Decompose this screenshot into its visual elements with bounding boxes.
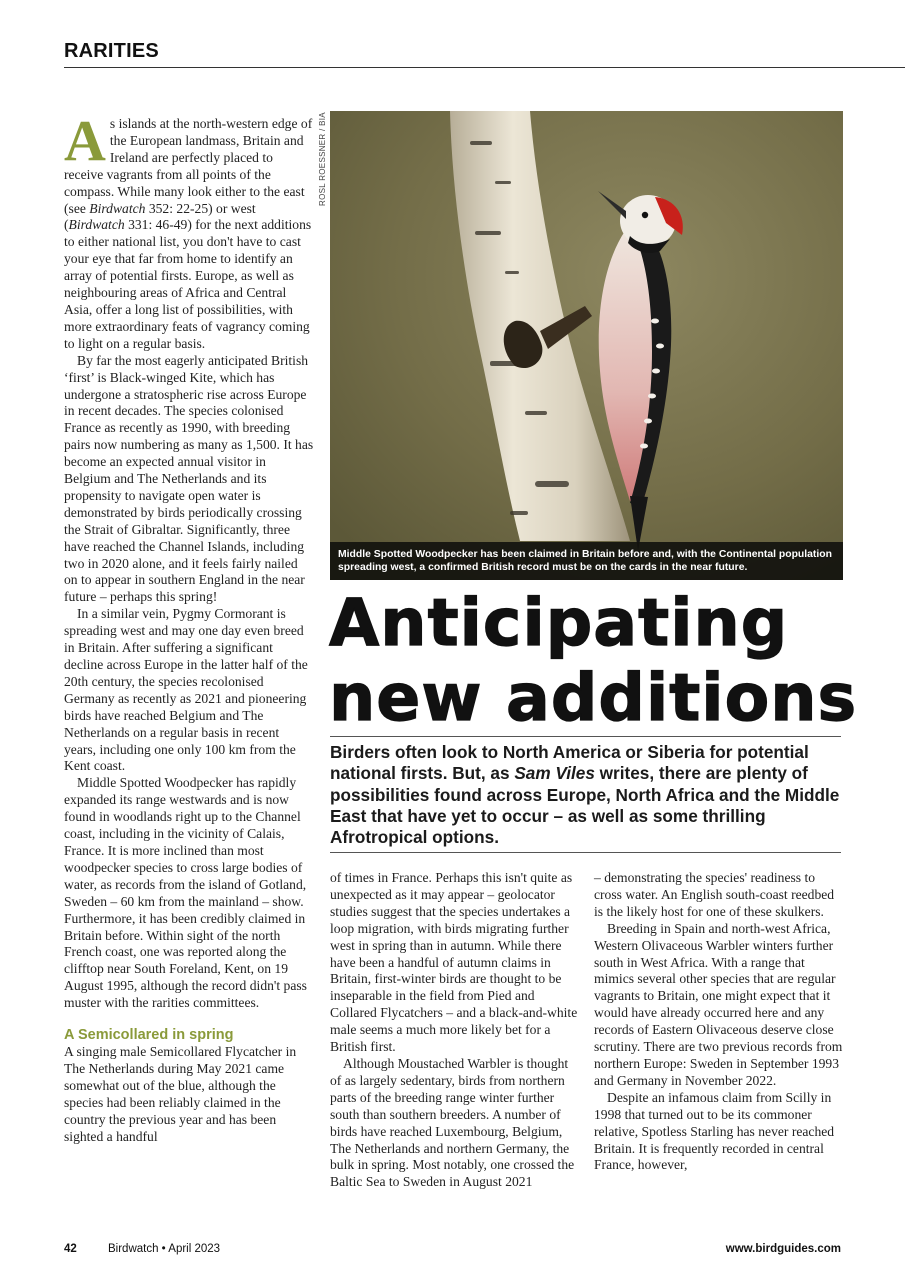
standfirst-bottom-rule: [330, 852, 841, 853]
paragraph: of times in France. Perhaps this isn't quite as unexpected as it may appear – geolocator studies suggest that the species undertakes a loop migration, with birds migrating further west in spring than in autumn. While there have been a handful of autumn claims in Britain, first-winter birds are thought to be inseparable in the field from Pied and Collared Flycatchers – and a black-and-white male seems a much more likely bet for a British first.: [330, 870, 578, 1055]
paragraph: Despite an infamous claim from Scilly in 1998 that turned out to be its commoner relative, Spotless Starling has never reached Britain. It is frequently recorded in central France, however,: [594, 1089, 835, 1173]
body-column-2: [330, 870, 580, 1191]
magazine-issue: Birdwatch • April 2023: [108, 1243, 221, 1255]
headline-line-1: Anticipating: [329, 586, 789, 661]
headline: [329, 586, 889, 736]
photo-credit: ROSL ROESSNER / BIA: [318, 112, 327, 206]
paragraph-intro: As islands at the north-western edge of the European landmass, Britain and Ireland are perfectly placed to receive vagrants from all points of the compass. While many look either to the east (see Birdwatch 352: 22-25) or west (Birdwatch 331: 46-49) for the next additions to either national list, you don't have to cast your eye that far from home to identify an array of potential firsts. Europe, as well as neighbouring areas of Africa and Central Asia, offer a long list of possibilities, with more extraordinary feats of vagrancy coming to light on a regular basis.: [64, 108, 313, 351]
woodpecker-photo: [330, 111, 843, 580]
paragraph: A singing male Semicollared Flycatcher in The Netherlands during May 2021 came somewhat out of the blue, although the species had been reliably claimed in the country the previous year and has been sighted a handful: [64, 1044, 297, 1144]
body-column-1: [64, 108, 314, 1145]
headline-line-2: new additions: [329, 661, 858, 736]
subheading: A Semicollared in spring: [64, 1027, 234, 1044]
page-number: 42: [64, 1243, 77, 1255]
standfirst: Birders often look to North America or Siberia for potential national firsts. But, as Sam Viles writes, there are plenty of possibilities found across Europe, North Africa and the Middle East that have yet to occur – as well as some thrilling Afrotropical options.: [330, 742, 840, 848]
paragraph: By far the most eagerly anticipated British ‘first’ is Black-winged Kite, which has undergone a stratospheric rise across Europe in recent decades. The species colonised France as recently as 1990, with breeding pairs now numbering as many as 1,500. It has become an expected annual visitor in Belgium and The Netherlands and its propensity to navigate open water is demonstrated by birds periodically crossing the Strait of Gibraltar. Significantly, three have reached the Channel Islands, including two in 2020 alone, and it feels fairly nailed on to appear in southern England in the near future – perhaps this spring!: [64, 352, 314, 605]
page-footer: [64, 1243, 841, 1259]
website-url: www.birdguides.com: [725, 1243, 841, 1255]
drop-cap: A: [64, 108, 106, 173]
paragraph: Although Moustached Warbler is thought of as largely sedentary, birds from northern parts of the breeding range winter further south than southern breeders. A number of birds have reached Luxembourg, Belgium, The Netherlands and northern Germany, the bulk in spring. Most notably, one crossed the Baltic Sea to Sweden in August 2021: [330, 1055, 575, 1190]
woodpecker-image: [330, 111, 843, 580]
paragraph: In a similar vein, Pygmy Cormorant is spreading west and may one day even breed in Britain. After suffering a significant decline across Europe in the latter half of the 20th century, the species recolonised Germany as recently as 2021 and pioneering birds have reached Belgium and The Netherlands on a regular basis in recent years, including one only 100 km from the Kent coast.: [64, 606, 308, 774]
standfirst-top-rule: [330, 736, 841, 737]
magazine-reference: Birdwatch: [68, 217, 125, 233]
magazine-reference: Birdwatch: [89, 200, 146, 216]
photo-caption: Middle Spotted Woodpecker has been claimed in Britain before and, with the Continental population spreading west, a confirmed British record must be on the cards in the near future.: [330, 542, 843, 580]
section-label: RARITIES: [64, 40, 159, 62]
paragraph: Breeding in Spain and north-west Africa, Western Olivaceous Warbler winters further south in West Africa. With a range that mimics several other species that are regular vagrants to Britain, one might expect that it would have already occurred here and any records of Eastern Olivaceous deserve close scrutiny. There are two previous records from northern Europe: Sweden in September 1993 and Germany in November 2022.: [594, 920, 843, 1088]
paragraph: Middle Spotted Woodpecker has rapidly expanded its range westwards and is now found in woodlands right up to the Channel coast, including in the vicinity of Calais, France. It is more inclined than most woodpecker species to cross large bodies of water, as records from the island of Gotland, Sweden – 60 km from the mainland – show. Furthermore, it has been credibly claimed in Britain before. Within sight of the north French coast, one was reported along the clifftop near South Foreland, Kent, on 19 August 1995, although the record didn't pass muster with the rarities committees.: [64, 775, 307, 1011]
paragraph: – demonstrating the species' readiness to cross water. An English south-coast reedbed is the likely host for one of these skulkers.: [594, 870, 835, 919]
section-divider: [64, 67, 905, 68]
author-name: Sam Viles: [514, 763, 595, 784]
body-column-3: [594, 870, 844, 1174]
